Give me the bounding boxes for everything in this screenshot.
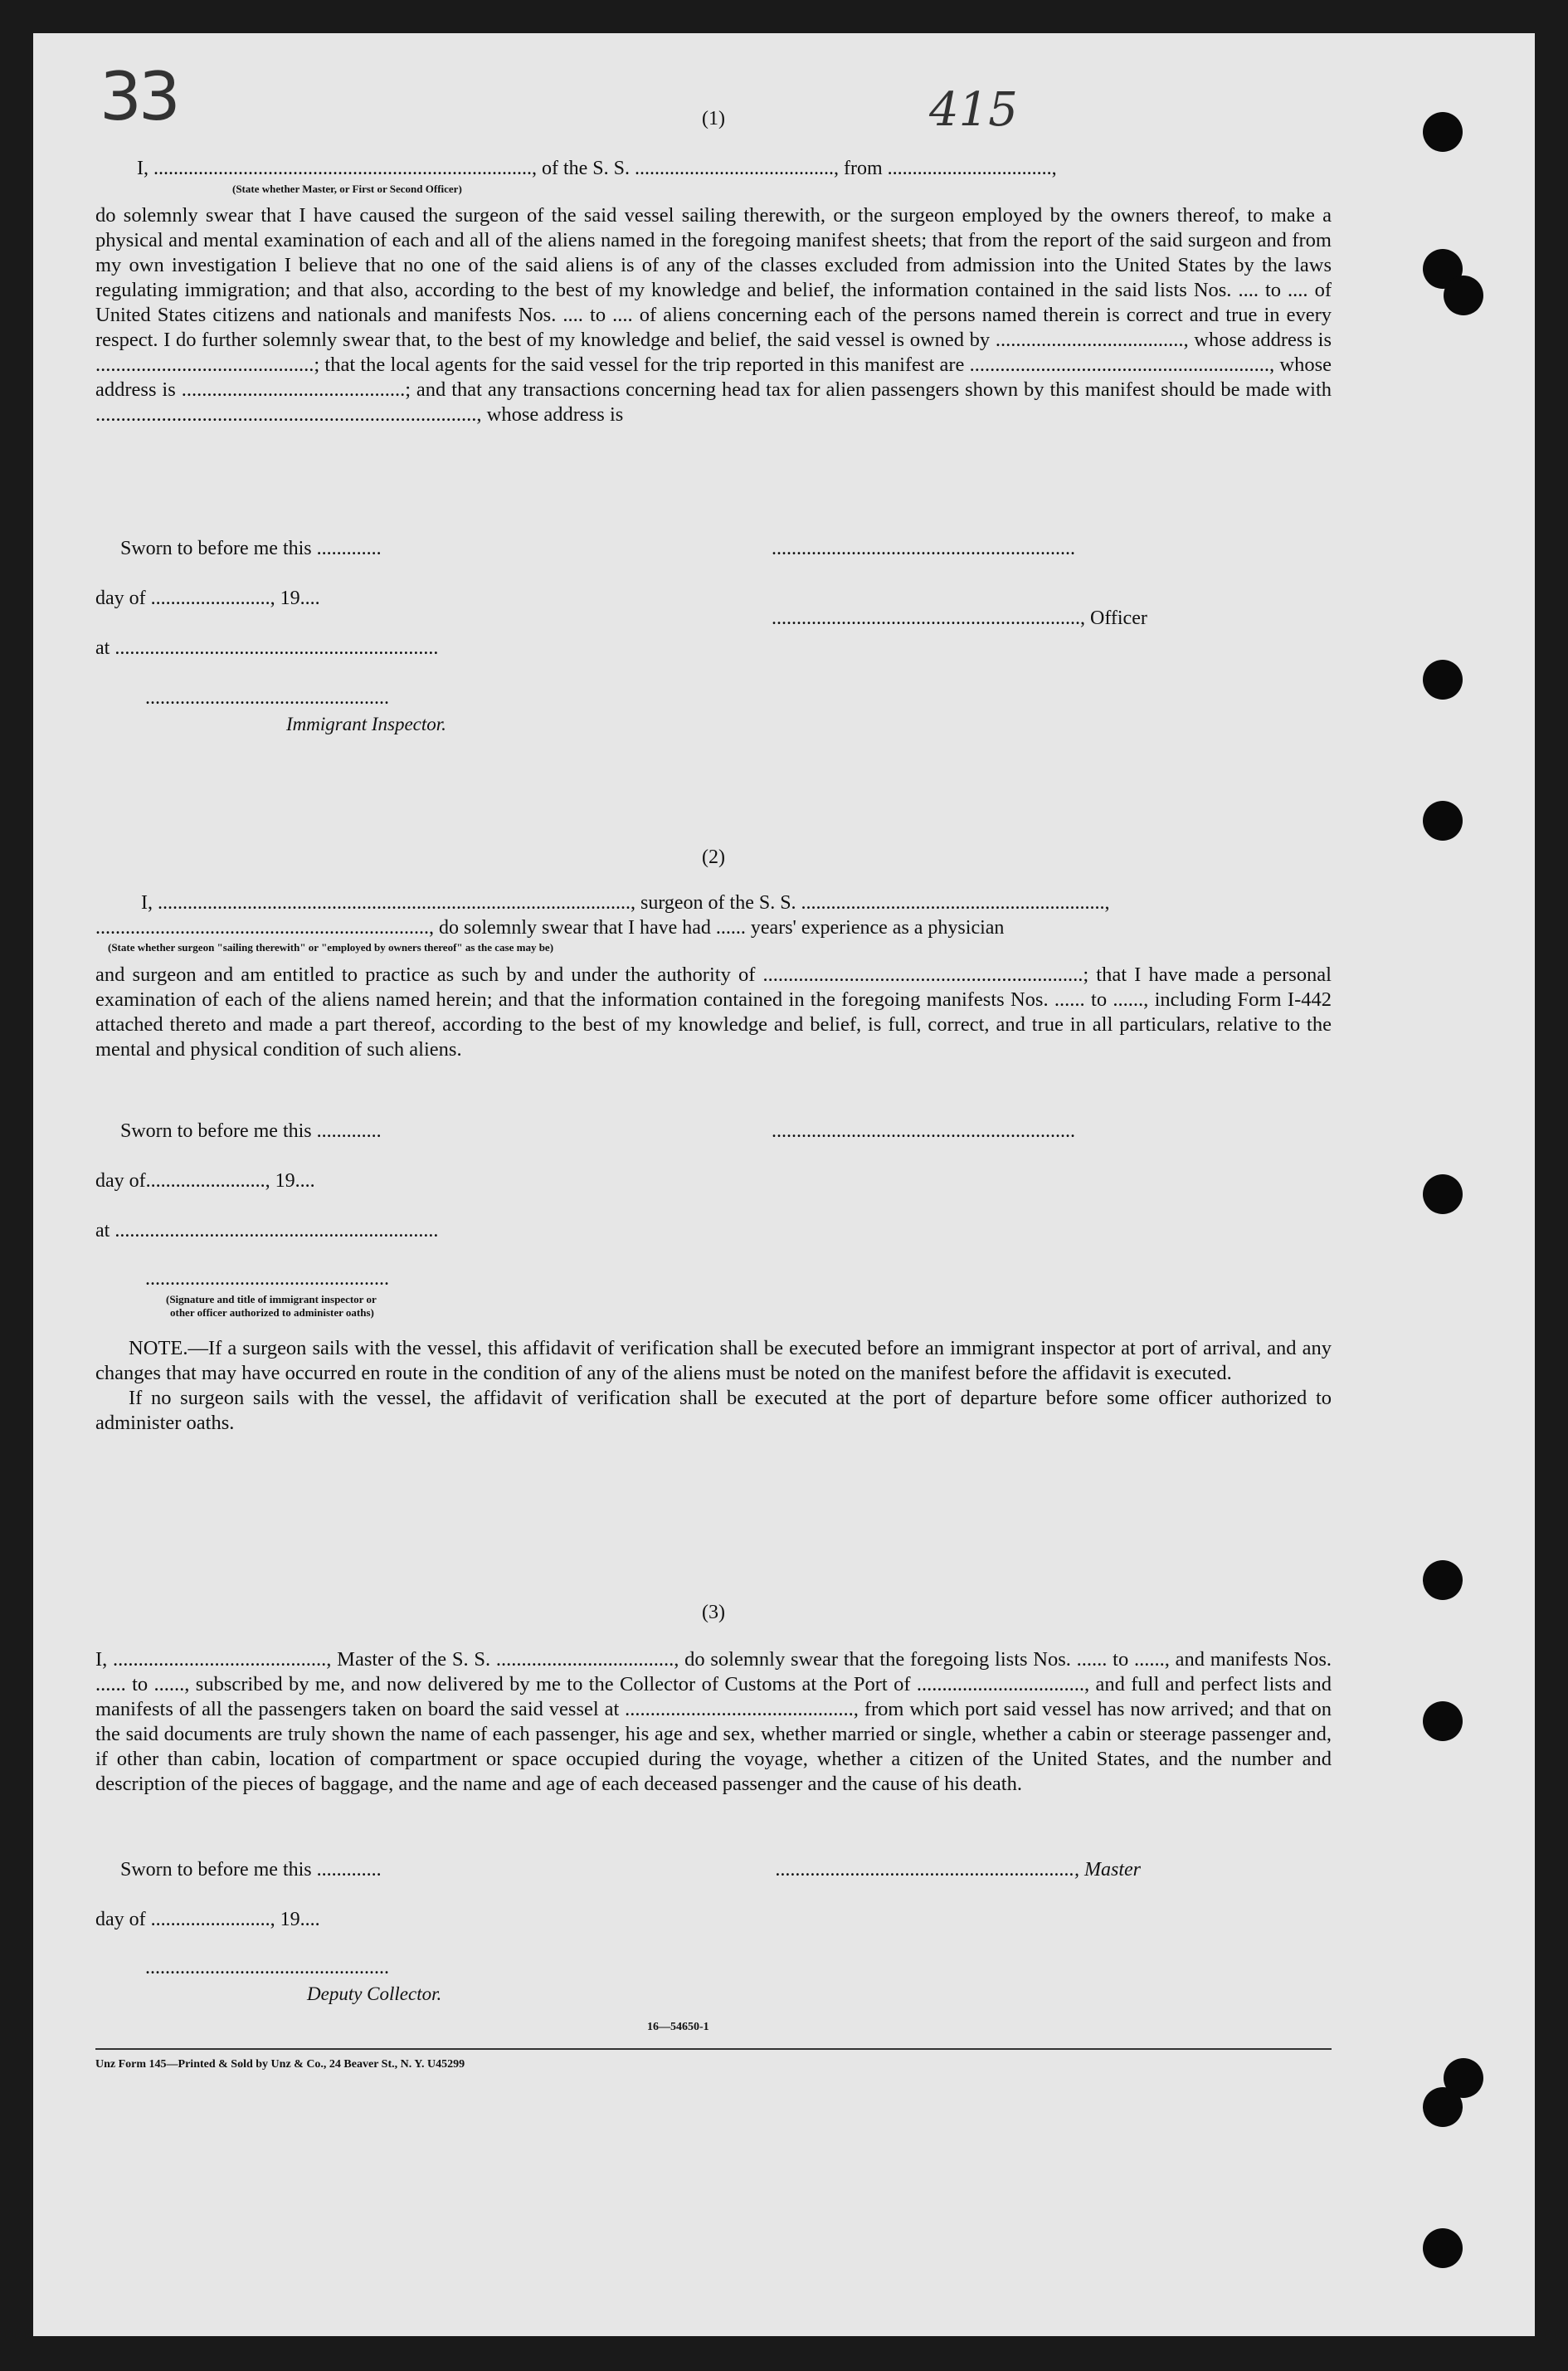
section2-signature-dots: ................................................. [145, 1268, 389, 1290]
section2-sworn: Sworn to before me this ............. [120, 1120, 382, 1142]
manifest-page [33, 33, 1535, 2336]
section3-body [95, 1647, 1332, 1797]
section2-caption-line1: (Signature and title of immigrant inspector or [166, 1293, 377, 1305]
punch-hole [1423, 660, 1463, 700]
handwritten-mark: 415 [929, 83, 1018, 137]
section1-sworn: Sworn to before me this ............. [120, 538, 382, 559]
punch-hole [1444, 276, 1483, 315]
punch-hole [1423, 2228, 1463, 2268]
punch-hole [1423, 1174, 1463, 1214]
section3-caption: Deputy Collector. [307, 1983, 442, 2004]
section1-at: at ................................................................. [95, 637, 439, 659]
section2-body-text: and surgeon and am entitled to practice as such by and under the authority of ...............................................................; that I have made a personal examination of each of the aliens named herein; and that the information contained in the foregoing manifests Nos. ...... to ......, including Form I-442 attached thereto and made a part thereof, according to the best of my knowledge and belief, is full, correct, and true in all particulars, relative to the mental and physical condition of such aliens. [95, 964, 1332, 1061]
section1-body-text: do solemnly swear that I have caused the surgeon of the said vessel sailing therewith, or the surgeon employed by the owners thereof, to make a physical and mental examination of each and all of the aliens named in the foregoing manifest sheets; that from the report of the said surgeon and from my own investigation I believe that no one of the said aliens is of any of the classes excluded from admission into the United States by the laws regulating immigration; and that also, according to the best of my knowledge and belief, the information contained in the said lists Nos. .... to .... of United States citizens and nationals and manifests Nos. .... to .... of aliens concerning each of the persons named therein is correct and true in every respect. I do further solemnly swear that, to the best of my knowledge and belief, the said vessel is owned by ....................................., whose address is ...........................................; that the local agents for the said vessel for the trip reported in this manifest are ..........................................................., whose address is ............................................; and that any transactions concerning head tax for alien passengers shown by this manifest should be made with ..........................................................................., whose address is [95, 204, 1332, 426]
page-number: 33 [100, 58, 178, 135]
punch-hole [1423, 112, 1463, 152]
footer-text: Unz Form 145—Printed & Sold by Unz & Co., 24 Beaver St., N. Y. U45299 [95, 2058, 465, 2071]
section2-at: at ................................................................. [95, 1220, 439, 1242]
note-paragraph-2: If no surgeon sails with the vessel, the affidavit of verification shall be executed at the port of departure before some officer authorized to administer oaths. [95, 1387, 1332, 1434]
section1-body [95, 203, 1332, 427]
section1-signature-dots: ................................................. [145, 687, 389, 709]
section3-day: day of ........................, 19.... [95, 1909, 320, 1930]
section2-note [95, 1336, 1332, 1436]
section2-line2: ..................................................................., do solemnly swear that I have had ...... years' experience as a physician [95, 917, 1005, 939]
section2-heading: (2) [702, 846, 725, 868]
section2-day: day of........................, 19.... [95, 1170, 315, 1192]
section2-line2-note: (State whether surgeon "sailing therewith" or "employed by owners thereof" as the case may be) [108, 941, 554, 954]
punch-hole [1423, 2087, 1463, 2127]
form-number: 16—54650-1 [647, 2021, 709, 2033]
punch-hole [1423, 801, 1463, 841]
section1-officer-dots: ............................................................. [772, 538, 1075, 559]
section2-caption-line2: other officer authorized to administer oaths) [170, 1306, 374, 1319]
section1-caption: Immigrant Inspector. [286, 714, 446, 734]
section3-sworn: Sworn to before me this ............. [120, 1859, 382, 1881]
section3-heading: (3) [702, 1602, 725, 1623]
punch-hole [1423, 1560, 1463, 1600]
note-paragraph-1: NOTE.—If a surgeon sails with the vessel, this affidavit of verification shall be executed before an immigrant inspector at port of arrival, and any changes that may have occurred en route in the condition of any of the aliens must be noted on the manifest before the affidavit is executed. [95, 1337, 1332, 1384]
punch-hole [1423, 1701, 1463, 1741]
section3-body-text: I, .........................................., Master of the S. S. ..................................., do solemnly swear that the foregoing lists Nos. ...... to ......, and manifests Nos. ...... to ......, subscribed by me, and now delivered by me to the Collector of Customs at the Port of ................................., and full and perfect lists and manifests of all the passengers taken on board the said vessel at ............................................., from which port said vessel has now arrived; and that on the said documents are truly shown the name of each passenger, his age and sex, whether married or single, whether a cabin or steerage passenger and, if other than cabin, location of compartment or space occupied during the voyage, whether a citizen of the United States, and the number and description of the pieces of baggage, and the name and age of each deceased passenger and the cause of his death. [95, 1648, 1332, 1795]
section3-signature-dots: ................................................. [145, 1957, 389, 1978]
section2-right-dots: ............................................................. [772, 1120, 1075, 1142]
section1-line1: I, ............................................................................, of the S. S. ........................................, from ................................., [137, 158, 1057, 179]
section2-body [95, 963, 1332, 1062]
section3-master-line: ............................................................, Master [776, 1859, 1141, 1881]
section1-line1-note: (State whether Master, or First or Second Officer) [232, 183, 462, 195]
section2-line1: I, ..............................................................................................., surgeon of the S. S. ............................................................., [141, 892, 1110, 914]
section1-officer-line: .............................................................., Officer [772, 607, 1147, 629]
footer-rule [95, 2048, 1332, 2050]
section1-day: day of ........................, 19.... [95, 588, 320, 609]
section1-heading: (1) [702, 108, 725, 129]
